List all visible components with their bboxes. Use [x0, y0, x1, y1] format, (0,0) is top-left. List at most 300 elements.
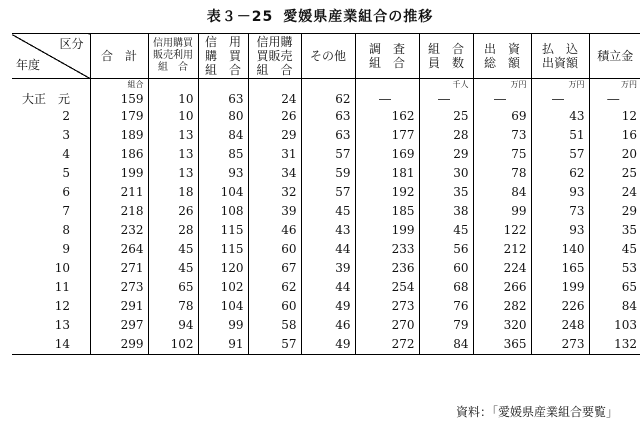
cell-value: 20: [621, 147, 637, 161]
year-label: 7: [62, 204, 70, 218]
cell-value: 16: [621, 128, 637, 142]
cell-value: 78: [178, 299, 194, 313]
table-row: [12, 278, 640, 297]
cell-value: 49: [335, 337, 351, 351]
cell-value: 84: [621, 299, 637, 313]
cell-value: 212: [503, 242, 527, 256]
cell-value: 273: [391, 299, 415, 313]
cell-value: 93: [569, 185, 585, 199]
cell-value: 65: [621, 280, 637, 294]
cell-value: ―: [438, 92, 450, 106]
cell-value: 25: [621, 166, 637, 180]
year-cell: [12, 221, 90, 240]
cell-value: 63: [335, 109, 351, 123]
cell-value: 199: [120, 166, 144, 180]
value-cell-survey: [355, 202, 419, 221]
value-cell-members: [419, 202, 473, 221]
value-cell-c3: [248, 202, 301, 221]
year-cell: [12, 79, 90, 108]
year-cell: [12, 145, 90, 164]
cell-value: 186: [120, 147, 144, 161]
year-cell: [12, 316, 90, 335]
cell-value: 115: [220, 223, 244, 237]
value-cell-reserve: [589, 164, 640, 183]
cell-value: 67: [281, 261, 297, 275]
value-cell-c2: [198, 145, 248, 164]
cell-value: 31: [281, 147, 297, 161]
year-label: 12: [54, 299, 70, 313]
value-cell-c1: [148, 240, 198, 259]
table-row: [12, 126, 640, 145]
value-cell-other: [301, 240, 355, 259]
year-cell: [12, 183, 90, 202]
cell-value: 179: [120, 109, 144, 123]
cell-value: 34: [281, 166, 297, 180]
value-cell-survey: [355, 278, 419, 297]
value-cell-c2: [198, 259, 248, 278]
value-cell-capital: [473, 335, 531, 355]
cell-value: 57: [335, 185, 351, 199]
cell-value: 29: [621, 204, 637, 218]
cell-value: 73: [511, 128, 527, 142]
value-cell-total: [90, 316, 148, 335]
table-row: [12, 183, 640, 202]
value-cell-c1: [148, 202, 198, 221]
value-cell-survey: [355, 335, 419, 355]
value-cell-survey: [355, 259, 419, 278]
value-cell-paid: [531, 221, 589, 240]
column-header: 出 資 総 額: [473, 34, 531, 79]
value-cell-paid: [531, 164, 589, 183]
cell-value: 57: [569, 147, 585, 161]
column-header: 調 査 組 合: [355, 34, 419, 79]
value-cell-members: [419, 107, 473, 126]
value-cell-other: [301, 221, 355, 240]
corner-header: [12, 34, 90, 79]
cell-value: 26: [281, 109, 297, 123]
value-cell-total: [90, 126, 148, 145]
value-cell-c2: [198, 240, 248, 259]
cell-value: 60: [281, 242, 297, 256]
table-row: [12, 164, 640, 183]
cell-value: 226: [561, 299, 585, 313]
column-header: 信 用 購 買 組 合: [198, 34, 248, 79]
cell-value: 51: [569, 128, 585, 142]
value-cell-c2: [198, 316, 248, 335]
cell-value: 65: [178, 280, 194, 294]
cell-value: 85: [228, 147, 244, 161]
value-cell-total: [90, 297, 148, 316]
value-cell-reserve: [589, 335, 640, 355]
cell-value: 104: [220, 299, 244, 313]
cell-value: 271: [120, 261, 144, 275]
cell-value: ―: [552, 92, 564, 106]
year-cell: [12, 202, 90, 221]
year-label: 2: [62, 109, 70, 123]
value-cell-members: [419, 126, 473, 145]
table-row: [12, 240, 640, 259]
cell-value: 177: [391, 128, 415, 142]
value-cell-capital: [473, 240, 531, 259]
cell-value: ―: [607, 92, 620, 106]
value-cell-total: [90, 335, 148, 355]
cell-value: 84: [228, 128, 244, 142]
value-cell-c3: [248, 221, 301, 240]
value-cell-total: [90, 202, 148, 221]
value-cell-total: [90, 183, 148, 202]
cell-value: 10: [178, 109, 194, 123]
value-cell-c1: [148, 297, 198, 316]
header-row: [12, 34, 640, 79]
cell-value: 39: [335, 261, 351, 275]
value-cell-c3: [248, 240, 301, 259]
value-cell-survey: [355, 107, 419, 126]
corner-year-label: 年度: [16, 58, 41, 72]
cell-value: 282: [503, 299, 527, 313]
value-cell-total: [90, 259, 148, 278]
value-cell-c1: [148, 183, 198, 202]
value-cell-reserve: [589, 259, 640, 278]
cell-value: 10: [178, 92, 194, 106]
cell-value: 57: [335, 147, 351, 161]
value-cell-paid: [531, 145, 589, 164]
cell-value: ―: [494, 92, 506, 106]
table-row: [12, 297, 640, 316]
table-row: [12, 79, 640, 108]
value-cell-reserve: [589, 126, 640, 145]
value-cell-paid: [531, 240, 589, 259]
value-cell-c2: [198, 164, 248, 183]
cell-value: 120: [220, 261, 244, 275]
cell-value: 60: [453, 261, 469, 275]
value-cell-survey: [355, 316, 419, 335]
cell-value: 162: [391, 109, 415, 123]
value-cell-c2: [198, 335, 248, 355]
value-cell-members: [419, 145, 473, 164]
cell-value: 320: [503, 318, 527, 332]
cell-value: 232: [120, 223, 144, 237]
value-cell-total: [90, 240, 148, 259]
table-row: [12, 107, 640, 126]
cell-value: 199: [561, 280, 585, 294]
value-cell-survey: [355, 183, 419, 202]
cell-value: 25: [453, 109, 469, 123]
column-header: その他: [301, 34, 355, 79]
value-cell-reserve: [589, 107, 640, 126]
cell-value: 185: [391, 204, 415, 218]
value-cell-capital: [473, 297, 531, 316]
cell-value: 79: [453, 318, 469, 332]
value-cell-paid: [531, 316, 589, 335]
value-cell-capital: [473, 221, 531, 240]
cell-value: 132: [614, 337, 637, 351]
cell-value: 84: [453, 337, 469, 351]
value-cell-c2: [198, 221, 248, 240]
value-cell-c2: [198, 126, 248, 145]
year-label: 8: [62, 223, 70, 237]
cell-value: 62: [281, 280, 297, 294]
table-row: [12, 221, 640, 240]
cell-value: 29: [453, 147, 469, 161]
value-cell-c3: [248, 278, 301, 297]
cell-value: 102: [220, 280, 244, 294]
table-row: [12, 316, 640, 335]
cell-value: 78: [511, 166, 527, 180]
cell-value: 45: [621, 242, 637, 256]
year-label: 13: [54, 318, 70, 332]
year-label: 4: [62, 147, 70, 161]
value-cell-other: [301, 107, 355, 126]
cell-value: 272: [391, 337, 415, 351]
value-cell-paid: [531, 79, 589, 108]
unit-label: 万円: [510, 80, 527, 89]
table-row: [12, 202, 640, 221]
cell-value: 45: [178, 261, 194, 275]
cell-value: 254: [391, 280, 415, 294]
cell-value: 46: [335, 318, 351, 332]
column-header: 信用購 買販売 組 合: [248, 34, 301, 79]
cell-value: 63: [335, 128, 351, 142]
unit-label: 万円: [568, 80, 585, 89]
table-row: [12, 145, 640, 164]
value-cell-c1: [148, 278, 198, 297]
cell-value: 94: [178, 318, 194, 332]
value-cell-paid: [531, 335, 589, 355]
value-cell-members: [419, 240, 473, 259]
cell-value: 38: [453, 204, 469, 218]
column-header: 合 計: [90, 34, 148, 79]
value-cell-c3: [248, 107, 301, 126]
cell-value: 60: [281, 299, 297, 313]
cell-value: ―: [379, 92, 391, 106]
cell-value: 211: [120, 185, 144, 199]
cell-value: 62: [335, 92, 351, 106]
cell-value: 58: [281, 318, 297, 332]
value-cell-c3: [248, 79, 301, 108]
cell-value: 91: [228, 337, 244, 351]
cell-value: 218: [120, 204, 144, 218]
cell-value: 93: [569, 223, 585, 237]
cell-value: 84: [511, 185, 527, 199]
cell-value: 93: [228, 166, 244, 180]
value-cell-members: [419, 259, 473, 278]
value-cell-total: [90, 145, 148, 164]
value-cell-c3: [248, 316, 301, 335]
cell-value: 12: [621, 109, 637, 123]
year-cell: [12, 164, 90, 183]
table-title-text: 愛媛県産業組合の推移: [283, 9, 434, 25]
value-cell-total: [90, 278, 148, 297]
value-cell-other: [301, 164, 355, 183]
year-cell: [12, 107, 90, 126]
value-cell-c1: [148, 316, 198, 335]
value-cell-capital: [473, 183, 531, 202]
year-cell: [12, 259, 90, 278]
value-cell-c1: [148, 221, 198, 240]
value-cell-c1: [148, 259, 198, 278]
value-cell-reserve: [589, 316, 640, 335]
value-cell-c2: [198, 107, 248, 126]
value-cell-members: [419, 79, 473, 108]
value-cell-members: [419, 297, 473, 316]
unit-label: 万円: [621, 80, 637, 89]
cell-value: 43: [335, 223, 351, 237]
cell-value: 18: [178, 185, 194, 199]
cell-value: 13: [178, 166, 194, 180]
value-cell-capital: [473, 126, 531, 145]
cell-value: 181: [391, 166, 415, 180]
cell-value: 236: [391, 261, 415, 275]
cell-value: 169: [391, 147, 415, 161]
value-cell-paid: [531, 183, 589, 202]
year-cell: [12, 240, 90, 259]
value-cell-c3: [248, 126, 301, 145]
cell-value: 99: [511, 204, 527, 218]
cell-value: 30: [453, 166, 469, 180]
table-number: 表３－25: [206, 9, 274, 25]
cell-value: 270: [391, 318, 415, 332]
cell-value: 264: [120, 242, 144, 256]
value-cell-c1: [148, 145, 198, 164]
cell-value: 122: [503, 223, 527, 237]
cell-value: 248: [561, 318, 585, 332]
value-cell-paid: [531, 202, 589, 221]
value-cell-paid: [531, 278, 589, 297]
year-label: 6: [62, 185, 70, 199]
value-cell-total: [90, 107, 148, 126]
unit-label: 組合: [127, 80, 144, 89]
year-label: 5: [62, 166, 70, 180]
cell-value: 44: [335, 280, 351, 294]
value-cell-total: [90, 164, 148, 183]
value-cell-capital: [473, 145, 531, 164]
cell-value: 165: [561, 261, 585, 275]
cell-value: 35: [621, 223, 637, 237]
value-cell-paid: [531, 259, 589, 278]
value-cell-c2: [198, 79, 248, 108]
cell-value: 24: [621, 185, 637, 199]
cell-value: 273: [120, 280, 144, 294]
value-cell-total: [90, 79, 148, 108]
table-row: [12, 335, 640, 355]
cell-value: 28: [453, 128, 469, 142]
value-cell-members: [419, 278, 473, 297]
cell-value: 13: [178, 128, 194, 142]
value-cell-survey: [355, 164, 419, 183]
value-cell-members: [419, 183, 473, 202]
value-cell-members: [419, 335, 473, 355]
cell-value: 75: [511, 147, 527, 161]
value-cell-reserve: [589, 79, 640, 108]
year-label: 3: [62, 128, 70, 142]
cell-value: 39: [281, 204, 297, 218]
value-cell-capital: [473, 202, 531, 221]
value-cell-paid: [531, 107, 589, 126]
cooperatives-table: [12, 33, 640, 355]
cell-value: 62: [569, 166, 585, 180]
value-cell-members: [419, 221, 473, 240]
value-cell-paid: [531, 126, 589, 145]
corner-category-label: 区分: [59, 37, 84, 51]
value-cell-other: [301, 126, 355, 145]
value-cell-other: [301, 202, 355, 221]
year-label: 大正 元: [21, 92, 70, 106]
cell-value: 69: [511, 109, 527, 123]
year-label: 11: [54, 280, 70, 294]
value-cell-capital: [473, 316, 531, 335]
value-cell-members: [419, 164, 473, 183]
cell-value: 192: [391, 185, 415, 199]
value-cell-capital: [473, 259, 531, 278]
value-cell-c2: [198, 278, 248, 297]
cell-value: 13: [178, 147, 194, 161]
value-cell-members: [419, 316, 473, 335]
cell-value: 49: [335, 299, 351, 313]
column-header: 積立金: [589, 34, 640, 79]
value-cell-other: [301, 145, 355, 164]
value-cell-c3: [248, 259, 301, 278]
cell-value: 45: [335, 204, 351, 218]
value-cell-other: [301, 335, 355, 355]
value-cell-other: [301, 259, 355, 278]
cell-value: 29: [281, 128, 297, 142]
source-note: 資料：「愛媛県産業組合要覧」: [455, 405, 618, 419]
value-cell-paid: [531, 297, 589, 316]
column-header: 払 込 出資額: [531, 34, 589, 79]
cell-value: 297: [120, 318, 144, 332]
cell-value: 24: [281, 92, 297, 106]
cell-value: 266: [503, 280, 527, 294]
value-cell-other: [301, 297, 355, 316]
value-cell-reserve: [589, 278, 640, 297]
cell-value: 45: [178, 242, 194, 256]
value-cell-c1: [148, 79, 198, 108]
value-cell-other: [301, 79, 355, 108]
value-cell-c1: [148, 126, 198, 145]
cell-value: 45: [453, 223, 469, 237]
cell-value: 108: [220, 204, 244, 218]
cell-value: 80: [228, 109, 244, 123]
value-cell-survey: [355, 221, 419, 240]
cell-value: 53: [621, 261, 637, 275]
table-body: [12, 79, 640, 355]
value-cell-other: [301, 183, 355, 202]
year-cell: [12, 335, 90, 355]
cell-value: 159: [120, 92, 144, 106]
column-header: 信用購買 販売利用 組 合: [148, 34, 198, 79]
cell-value: 32: [281, 185, 297, 199]
value-cell-capital: [473, 164, 531, 183]
value-cell-reserve: [589, 221, 640, 240]
cell-value: 76: [453, 299, 469, 313]
cell-value: 26: [178, 204, 194, 218]
value-cell-c3: [248, 183, 301, 202]
year-cell: [12, 297, 90, 316]
value-cell-survey: [355, 126, 419, 145]
cell-value: 63: [228, 92, 244, 106]
cell-value: 224: [503, 261, 527, 275]
year-label: 9: [62, 242, 70, 256]
cell-value: 299: [120, 337, 144, 351]
cell-value: 46: [281, 223, 297, 237]
cell-value: 99: [228, 318, 244, 332]
value-cell-reserve: [589, 145, 640, 164]
value-cell-capital: [473, 278, 531, 297]
value-cell-survey: [355, 79, 419, 108]
value-cell-c1: [148, 107, 198, 126]
cell-value: 189: [120, 128, 144, 142]
cell-value: 104: [220, 185, 244, 199]
